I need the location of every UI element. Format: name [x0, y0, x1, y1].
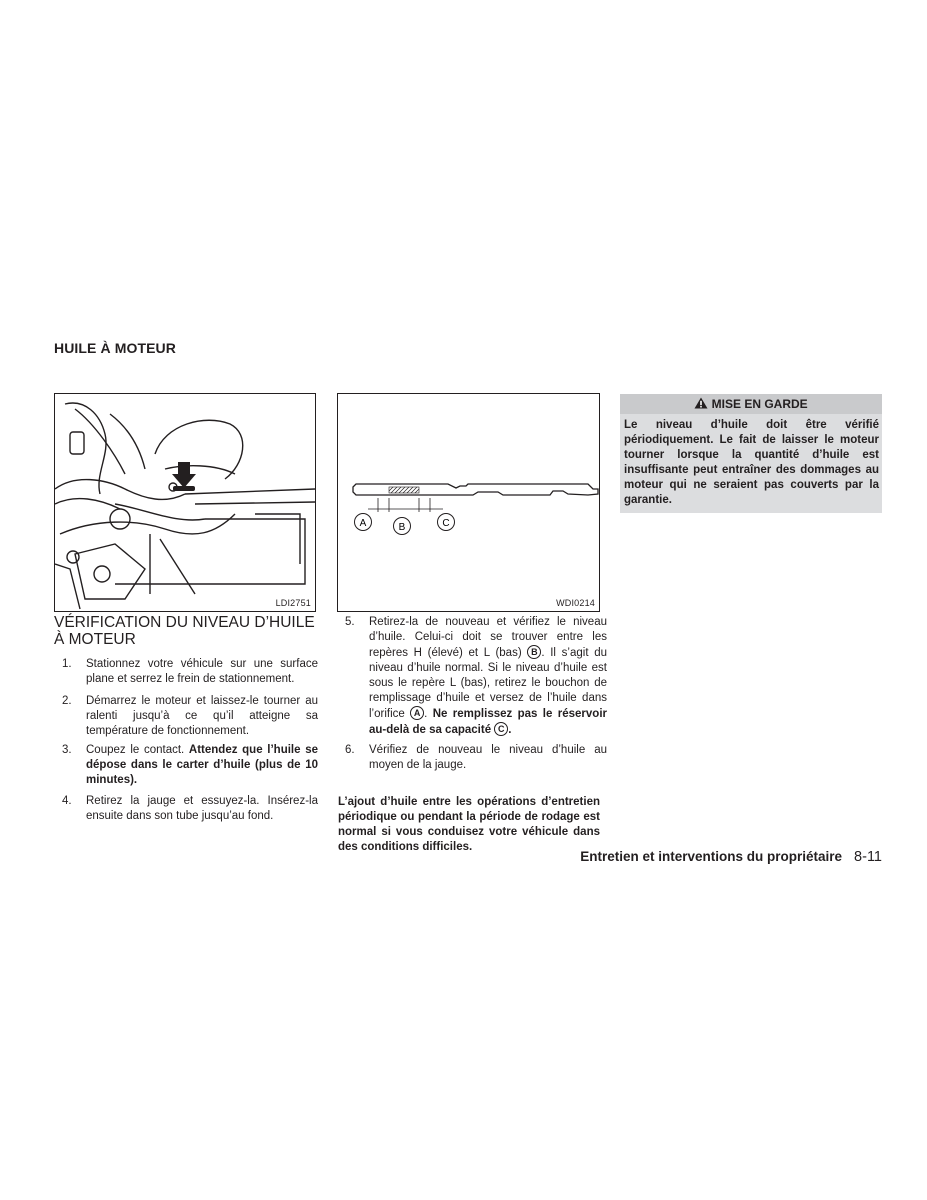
engine-illustration [55, 394, 315, 611]
dipstick-illustration [338, 394, 599, 611]
figure-code: LDI2751 [275, 598, 311, 608]
warning-body: Le niveau d’huile doit être vérifié périodiquement. Le fait de laisser le moteur tourner lorsque la quantité d’huile est insuffisante peut entraîner des dommages au moteur qui ne seraient pas couverts par la garantie. [624, 419, 879, 506]
warning-title: MISE EN GARDE [711, 397, 808, 411]
page-number: 8-11 [854, 849, 882, 865]
step-text: Retirez la jauge et essuyez-la. Insérez-la ensuite dans son tube jusqu’au fond. [86, 795, 318, 822]
step-text-bold: Attendez que l’huile se dépose dans le carter d’huile (plus de 10 minutes). [86, 744, 318, 786]
step-text: Démarrez le moteur et laissez-le tourner au ralenti jusqu’à ce qu’il atteigne sa température de fonctionnement. [86, 695, 318, 737]
step-text-part: Retirez-la de nouveau et vérifiez le niveau d’huile. Celui-ci doit se trouver entre les repères H (élevé) et L (bas) [369, 616, 607, 659]
step-number: 6. [345, 744, 355, 756]
step-text-part: . [424, 708, 433, 720]
step-number: 4. [62, 795, 72, 807]
step-number: 1. [62, 658, 72, 670]
closing-note: L’ajout d’huile entre les opérations d’entretien périodique ou pendant la période de rodage est normal si vous conduisez votre véhicule dans des conditions difficiles. [338, 796, 600, 853]
warning-header [620, 394, 882, 414]
step-text-bold: Ne remplissez pas le réservoir au-delà de sa capacité [369, 708, 607, 736]
subsection-title: VÉRIFICATION DU NIVEAU D’HUILE À MOTEUR [54, 614, 315, 648]
step-text: Vérifiez de nouveau le niveau d’huile au moyen de la jauge. [369, 744, 607, 771]
page-footer [580, 849, 882, 865]
section-title: HUILE À MOTEUR [54, 340, 176, 356]
warning-triangle-icon [694, 397, 708, 409]
step-text [86, 743, 318, 788]
warning-box [620, 394, 882, 513]
footer-chapter: Entretien et interventions du propriétaire [580, 849, 843, 864]
step-number: 3. [62, 744, 72, 756]
step-number: 5. [345, 616, 355, 628]
step-text-part: . Il s’agit du niveau d’huile normal. Si le niveau d’huile est sous le repère L (bas), retirez le bouchon de remplissage d’huile et versez de l’huile dans l’orifice [369, 647, 607, 720]
figure-code: WDI0214 [556, 598, 595, 608]
step-text-normal: Coupez le contact. [86, 744, 189, 756]
label-c: C [442, 518, 450, 529]
dipstick-figure [337, 393, 600, 612]
marker-a: A [410, 706, 424, 720]
marker-c: C [494, 722, 508, 736]
step-text [369, 615, 607, 738]
step-text-end: . [508, 724, 512, 736]
step-text: Stationnez votre véhicule sur une surface plane et serrez le frein de stationnement. [86, 658, 318, 685]
label-a: A [359, 518, 367, 529]
step-number: 2. [62, 695, 72, 707]
engine-figure [54, 393, 316, 612]
label-b: B [398, 522, 406, 533]
marker-b: B [527, 645, 541, 659]
